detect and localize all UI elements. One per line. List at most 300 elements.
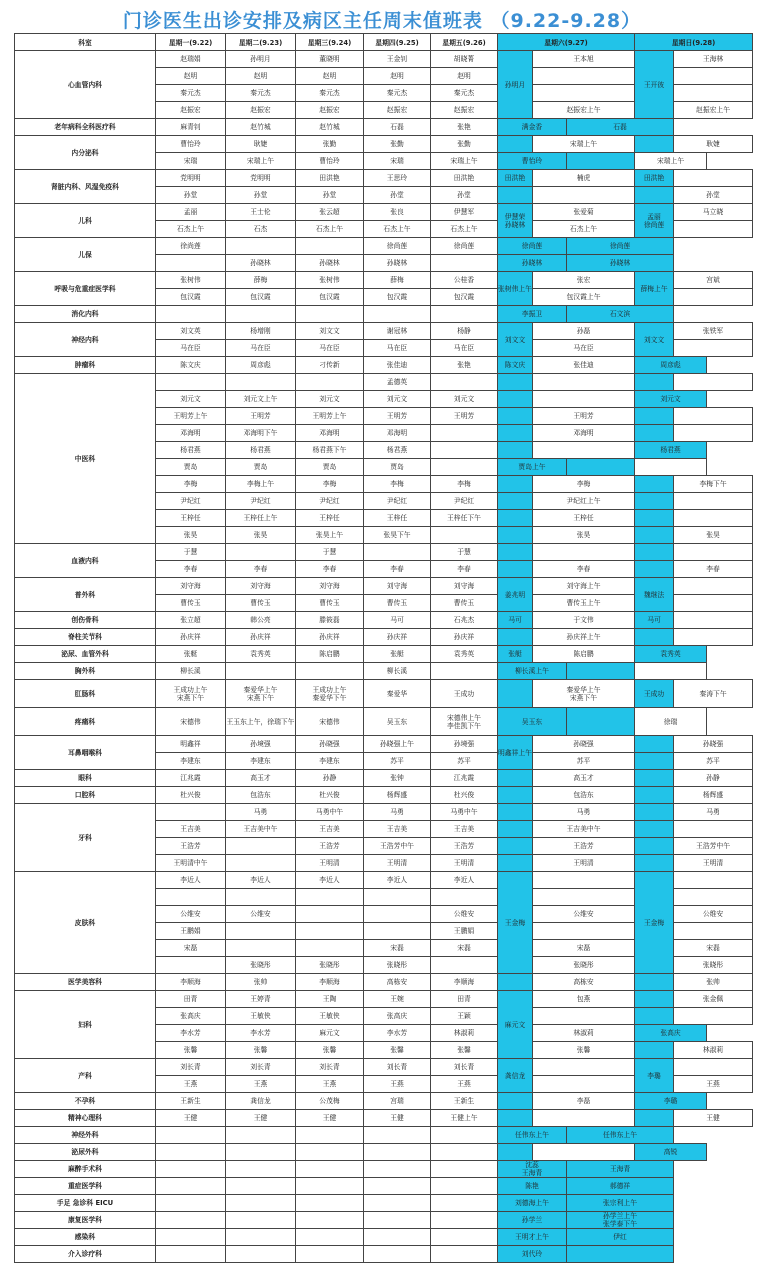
schedule-cell: 张勤 — [296, 136, 364, 153]
schedule-cell: 石杰上午 — [364, 221, 431, 238]
schedule-cell: 孙堂 — [364, 187, 431, 204]
schedule-cell: 王本旭 — [533, 51, 635, 68]
schedule-cell: 王明芳上午 — [156, 408, 226, 425]
schedule-cell — [156, 1195, 226, 1212]
schedule-cell: 孙堂 — [431, 187, 498, 204]
schedule-table — [14, 33, 753, 1263]
schedule-cell: 孙境强 — [226, 736, 296, 753]
schedule-cell: 李璐 — [635, 1093, 707, 1110]
schedule-cell: 杨辉盛 — [674, 787, 753, 804]
schedule-cell: 张勤 — [364, 136, 431, 153]
schedule-cell — [567, 459, 635, 476]
schedule-cell — [156, 306, 226, 323]
schedule-cell — [635, 187, 674, 204]
schedule-cell: 包汉霞 — [296, 289, 364, 306]
schedule-cell — [533, 1076, 635, 1093]
schedule-cell — [674, 510, 753, 527]
schedule-cell: 党明明 — [226, 170, 296, 187]
schedule-cell: 包浩东 — [226, 787, 296, 804]
schedule-cell: 王浩芳中午 — [364, 838, 431, 855]
schedule-cell: 张晓彤 — [364, 957, 431, 974]
schedule-cell: 贾岛 — [364, 459, 431, 476]
schedule-cell — [533, 391, 635, 408]
schedule-cell — [226, 1127, 296, 1144]
schedule-cell — [498, 629, 533, 646]
table-row — [15, 1212, 753, 1229]
schedule-cell: 王梓任上午 — [226, 510, 296, 527]
schedule-cell: 公维安 — [156, 906, 226, 923]
schedule-cell — [498, 510, 533, 527]
schedule-cell: 杜兴俊 — [296, 787, 364, 804]
schedule-cell: 谢冠林 — [364, 323, 431, 340]
dept-name: 肛肠科 — [15, 680, 156, 708]
schedule-cell: 高栋安 — [533, 974, 635, 991]
schedule-cell: 李璐 — [635, 1059, 674, 1093]
schedule-cell — [533, 1144, 635, 1161]
dept-name: 中医科 — [15, 374, 156, 544]
schedule-cell: 石杰 — [226, 221, 296, 238]
table-row — [15, 357, 753, 374]
schedule-cell: 尹纪红 — [364, 493, 431, 510]
table-row — [15, 991, 753, 1008]
schedule-cell — [674, 493, 753, 510]
schedule-cell — [226, 306, 296, 323]
schedule-cell: 刘守海 — [296, 578, 364, 595]
header-mon: 星期一(9.22) — [156, 34, 226, 51]
schedule-cell — [567, 708, 635, 736]
schedule-cell: 曹传玉上午 — [533, 595, 635, 612]
schedule-cell: 孙庆祥 — [156, 629, 226, 646]
schedule-cell — [226, 923, 296, 940]
schedule-cell — [674, 340, 753, 357]
dept-name: 肿瘤科 — [15, 357, 156, 374]
schedule-cell: 王明才上午 — [498, 1229, 567, 1246]
dept-name: 儿科 — [15, 204, 156, 238]
schedule-cell: 张良 — [364, 204, 431, 221]
schedule-cell: 李梅 — [431, 476, 498, 493]
schedule-cell: 尹纪红 — [431, 493, 498, 510]
schedule-cell: 李顺海 — [156, 974, 226, 991]
schedule-cell: 公桂香 — [431, 272, 498, 289]
schedule-cell — [674, 289, 753, 306]
schedule-cell: 王燕 — [296, 1076, 364, 1093]
table-row — [15, 974, 753, 991]
schedule-cell: 王明芳 — [364, 408, 431, 425]
schedule-cell: 王梓任 — [533, 510, 635, 527]
schedule-cell: 王吉美 — [431, 821, 498, 838]
schedule-cell: 曹传玉 — [226, 595, 296, 612]
dept-name: 牙科 — [15, 804, 156, 872]
schedule-cell: 苏平 — [431, 753, 498, 770]
schedule-cell: 宋磊 — [533, 940, 635, 957]
schedule-cell: 李顺海 — [431, 974, 498, 991]
schedule-cell: 赵振宏上午 — [674, 102, 753, 119]
schedule-cell: 张馨 — [431, 1042, 498, 1059]
schedule-cell — [431, 425, 498, 442]
table-row — [15, 770, 753, 787]
schedule-cell — [498, 770, 533, 787]
schedule-cell: 徐尚莲 — [156, 238, 226, 255]
dept-name: 儿保 — [15, 238, 156, 272]
dept-name: 普外科 — [15, 578, 156, 612]
table-row — [15, 708, 753, 736]
schedule-cell: 王明清 — [431, 855, 498, 872]
schedule-cell: 赵瑞娟 — [156, 51, 226, 68]
table-row — [15, 374, 753, 391]
schedule-cell: 林淑莉 — [533, 1025, 635, 1042]
dept-name: 疼痛科 — [15, 708, 156, 736]
schedule-cell: 曹传玉 — [364, 595, 431, 612]
schedule-cell — [156, 374, 226, 391]
schedule-cell — [674, 578, 753, 595]
schedule-cell: 王明清 — [674, 855, 753, 872]
schedule-cell: 公茂梅 — [296, 1093, 364, 1110]
table-row — [15, 119, 753, 136]
schedule-cell: 马勇 — [533, 804, 635, 821]
schedule-cell: 王陶 — [296, 991, 364, 1008]
schedule-cell: 田青 — [431, 991, 498, 1008]
schedule-cell: 龚信龙 — [226, 1093, 296, 1110]
schedule-cell: 曹怡玲 — [156, 136, 226, 153]
schedule-cell: 石兆杰 — [431, 612, 498, 629]
schedule-cell — [431, 374, 498, 391]
schedule-cell — [226, 1229, 296, 1246]
schedule-cell: 张艇 — [156, 646, 226, 663]
schedule-cell: 赵振宏 — [156, 102, 226, 119]
schedule-cell: 江兆霞 — [431, 770, 498, 787]
schedule-cell: 王成功 — [635, 680, 674, 708]
schedule-cell: 胡晓菁 — [431, 51, 498, 68]
schedule-cell: 伊慧荣 孙晓林 — [498, 204, 533, 238]
schedule-cell — [533, 923, 635, 940]
schedule-cell: 王燕 — [364, 1076, 431, 1093]
schedule-cell — [226, 663, 296, 680]
schedule-cell: 孙晓林 — [498, 255, 567, 272]
schedule-cell — [296, 1195, 364, 1212]
schedule-cell: 王金梅 — [635, 872, 674, 974]
schedule-cell — [635, 527, 674, 544]
schedule-cell: 苏平 — [364, 753, 431, 770]
schedule-cell: 孙晓强 — [296, 736, 364, 753]
schedule-cell: 石杰上午 — [296, 221, 364, 238]
schedule-cell: 张帅 — [226, 974, 296, 991]
schedule-cell: 贾岛 — [156, 459, 226, 476]
schedule-cell: 宋瑞 — [156, 153, 226, 170]
schedule-cell: 赵明 — [431, 68, 498, 85]
schedule-cell: 张帅 — [674, 974, 753, 991]
schedule-cell: 高栋安 — [364, 974, 431, 991]
schedule-cell: 马在臣 — [226, 340, 296, 357]
schedule-cell: 陈启鹏 — [296, 646, 364, 663]
schedule-cell — [431, 1212, 498, 1229]
schedule-cell: 石文滨 — [567, 306, 674, 323]
schedule-cell — [156, 1127, 226, 1144]
schedule-cell — [431, 1229, 498, 1246]
schedule-cell: 杨君燕 — [364, 442, 431, 459]
schedule-cell: 耿婕 — [226, 136, 296, 153]
schedule-cell — [674, 221, 753, 238]
schedule-cell: 王明芳 — [431, 408, 498, 425]
dept-name: 脊柱关节科 — [15, 629, 156, 646]
schedule-cell — [533, 374, 635, 391]
schedule-cell: 曹怡玲 — [498, 153, 567, 170]
schedule-cell: 曹传玉 — [431, 595, 498, 612]
schedule-cell — [364, 923, 431, 940]
schedule-cell: 赵振宏 — [226, 102, 296, 119]
schedule-cell: 吴玉东 — [498, 708, 567, 736]
schedule-cell: 包汉霞 — [364, 289, 431, 306]
schedule-cell — [635, 459, 707, 476]
schedule-cell: 宋瑞上午 — [533, 136, 635, 153]
schedule-cell — [498, 821, 533, 838]
schedule-cell: 徐尚莲 — [567, 238, 674, 255]
schedule-cell: 秦元杰 — [296, 85, 364, 102]
schedule-cell: 马在臣 — [156, 340, 226, 357]
schedule-cell: 宋瑞上午 — [226, 153, 296, 170]
table-row — [15, 1246, 753, 1263]
table-row — [15, 204, 753, 221]
table-row — [15, 663, 753, 680]
dept-name: 泌尿外科 — [15, 1144, 156, 1161]
schedule-cell — [533, 442, 635, 459]
schedule-cell — [364, 1178, 431, 1195]
schedule-cell: 孙晓强 — [533, 736, 635, 753]
dept-name: 神经内科 — [15, 323, 156, 357]
schedule-cell: 孙庆祥上午 — [533, 629, 635, 646]
schedule-cell: 石磊 — [567, 119, 674, 136]
schedule-cell — [226, 374, 296, 391]
schedule-cell: 刘守海上午 — [533, 578, 635, 595]
schedule-cell — [498, 136, 533, 153]
schedule-cell — [674, 374, 753, 391]
schedule-cell: 李春 — [156, 561, 226, 578]
schedule-cell: 王健 — [674, 1110, 753, 1127]
schedule-cell — [156, 1246, 226, 1263]
schedule-cell — [431, 1178, 498, 1195]
schedule-cell — [498, 804, 533, 821]
schedule-cell: 张昊 — [226, 527, 296, 544]
dept-name: 神经外科 — [15, 1127, 156, 1144]
schedule-cell — [674, 544, 753, 561]
schedule-cell — [498, 527, 533, 544]
schedule-cell: 尹纪红 — [296, 493, 364, 510]
dept-name: 眼科 — [15, 770, 156, 787]
schedule-cell: 张树伟 — [296, 272, 364, 289]
schedule-cell — [533, 1110, 635, 1127]
table-row — [15, 51, 753, 68]
schedule-cell: 赵明 — [364, 68, 431, 85]
schedule-cell: 杨增刚 — [226, 323, 296, 340]
schedule-cell: 孙庆祥 — [296, 629, 364, 646]
schedule-cell: 龚信龙 — [498, 1059, 533, 1093]
schedule-cell: 王海青 — [567, 1161, 674, 1178]
schedule-cell: 包汉霞 — [156, 289, 226, 306]
schedule-cell: 李建东 — [156, 753, 226, 770]
schedule-cell: 秦元杰 — [156, 85, 226, 102]
schedule-cell — [156, 1229, 226, 1246]
schedule-cell — [431, 663, 498, 680]
schedule-cell — [431, 255, 498, 272]
schedule-cell: 李近人 — [226, 872, 296, 889]
header-sun: 星期日(9.28) — [635, 34, 753, 51]
schedule-cell: 张昊 — [674, 527, 753, 544]
schedule-cell: 周彦彪 — [635, 357, 707, 374]
schedule-cell: 尹纪红 — [156, 493, 226, 510]
schedule-cell: 马勇中午 — [296, 804, 364, 821]
schedule-cell: 刘长青 — [156, 1059, 226, 1076]
schedule-cell: 杨君燕 — [635, 442, 707, 459]
schedule-cell: 刘守海 — [364, 578, 431, 595]
schedule-cell: 王成功 — [431, 680, 498, 708]
schedule-cell: 任伟东上午 — [498, 1127, 567, 1144]
dept-name: 重症医学科 — [15, 1178, 156, 1195]
schedule-cell — [364, 1212, 431, 1229]
schedule-cell: 麻元文 — [296, 1025, 364, 1042]
schedule-cell: 孙堂 — [296, 187, 364, 204]
header-wed: 星期三(9.24) — [296, 34, 364, 51]
schedule-cell: 于慧 — [296, 544, 364, 561]
schedule-cell: 王思玲 — [364, 170, 431, 187]
schedule-cell — [431, 306, 498, 323]
schedule-cell — [498, 425, 533, 442]
schedule-cell: 苏平 — [674, 753, 753, 770]
schedule-cell — [498, 680, 533, 708]
schedule-cell — [635, 544, 674, 561]
schedule-cell: 曹传玉 — [296, 595, 364, 612]
schedule-cell: 石杰上午 — [431, 221, 498, 238]
schedule-cell — [498, 391, 533, 408]
dept-name: 耳鼻咽喉科 — [15, 736, 156, 770]
dept-name: 介入诊疗科 — [15, 1246, 156, 1263]
schedule-cell: 秦爱华上午 宋燕下午 — [226, 680, 296, 708]
schedule-cell — [567, 1246, 674, 1263]
schedule-cell: 耿婕 — [674, 136, 753, 153]
schedule-cell — [635, 787, 674, 804]
schedule-cell: 王敏侠 — [296, 1008, 364, 1025]
schedule-cell: 刘长青 — [296, 1059, 364, 1076]
schedule-cell — [226, 1161, 296, 1178]
schedule-cell: 刘德海上午 — [498, 1195, 567, 1212]
dept-name: 老年病科全科医疗科 — [15, 119, 156, 136]
schedule-cell — [226, 1178, 296, 1195]
schedule-cell — [156, 889, 226, 906]
schedule-cell: 柳长溪 — [156, 663, 226, 680]
schedule-cell: 薛梅 — [226, 272, 296, 289]
schedule-cell — [156, 1144, 226, 1161]
schedule-cell — [226, 544, 296, 561]
schedule-cell: 秦爱华 — [364, 680, 431, 708]
table-row — [15, 1161, 753, 1178]
table-row — [15, 1144, 753, 1161]
schedule-cell: 伊红 — [567, 1229, 674, 1246]
schedule-cell: 张树伟上午 — [498, 272, 533, 306]
schedule-cell: 张宏 — [533, 272, 635, 289]
schedule-cell: 李顺海 — [296, 974, 364, 991]
schedule-cell: 柳长溪 — [364, 663, 431, 680]
schedule-cell: 伊慧军 — [431, 204, 498, 221]
schedule-cell: 刘长青 — [431, 1059, 498, 1076]
schedule-cell: 王梓任 — [156, 510, 226, 527]
schedule-cell — [156, 1178, 226, 1195]
table-row — [15, 787, 753, 804]
schedule-cell — [431, 1246, 498, 1263]
schedule-cell: 赵竹城 — [296, 119, 364, 136]
schedule-cell: 于文伟 — [533, 612, 635, 629]
schedule-cell: 陈文庆 — [498, 357, 533, 374]
schedule-cell — [674, 595, 753, 612]
schedule-cell: 张馨 — [226, 1042, 296, 1059]
schedule-cell: 王燕 — [674, 1076, 753, 1093]
schedule-cell: 王金梅 — [498, 872, 533, 974]
schedule-cell: 孙晓林 — [364, 255, 431, 272]
schedule-cell — [296, 1127, 364, 1144]
schedule-cell — [635, 663, 707, 680]
schedule-cell: 张高庆 — [364, 1008, 431, 1025]
schedule-cell: 王燕 — [431, 1076, 498, 1093]
schedule-cell: 王婉 — [364, 991, 431, 1008]
schedule-cell — [296, 1229, 364, 1246]
schedule-cell: 孙学兰上午 张学泰下午 — [567, 1212, 674, 1229]
schedule-cell: 李建东 — [296, 753, 364, 770]
schedule-cell: 李春 — [431, 561, 498, 578]
schedule-cell: 宫斌 — [674, 272, 753, 289]
schedule-cell: 杨君燕 — [156, 442, 226, 459]
schedule-cell — [226, 855, 296, 872]
schedule-cell: 孙学兰 — [498, 1212, 567, 1229]
schedule-cell — [431, 1144, 498, 1161]
schedule-cell — [674, 872, 753, 889]
schedule-cell: 徐尚莲 — [364, 238, 431, 255]
schedule-cell: 张树伟 — [156, 272, 226, 289]
schedule-cell — [364, 1127, 431, 1144]
table-row — [15, 1093, 753, 1110]
schedule-cell: 郝德祥 — [567, 1178, 674, 1195]
schedule-cell: 李近人 — [431, 872, 498, 889]
schedule-cell: 田洪艳 — [431, 170, 498, 187]
schedule-cell: 孙庆祥 — [226, 629, 296, 646]
schedule-cell — [635, 136, 674, 153]
table-row — [15, 612, 753, 629]
schedule-cell — [674, 408, 753, 425]
schedule-cell: 王鹏娟 — [156, 923, 226, 940]
schedule-cell — [226, 1212, 296, 1229]
schedule-cell: 王梓任下午 — [431, 510, 498, 527]
schedule-cell: 马在臣 — [533, 340, 635, 357]
schedule-cell: 李梅 — [364, 476, 431, 493]
schedule-cell — [364, 306, 431, 323]
schedule-cell: 田青 — [156, 991, 226, 1008]
schedule-cell — [296, 1212, 364, 1229]
schedule-cell — [498, 1110, 533, 1127]
schedule-cell — [296, 663, 364, 680]
schedule-cell: 孟丽 — [156, 204, 226, 221]
schedule-cell — [635, 736, 674, 753]
schedule-cell: 张立超 — [156, 612, 226, 629]
schedule-cell: 魏继法 — [635, 578, 674, 612]
schedule-cell: 王健 — [226, 1110, 296, 1127]
schedule-cell: 王玉东上午，徐瑞下午 — [226, 708, 296, 736]
schedule-cell: 韩公亮 — [226, 612, 296, 629]
table-row — [15, 272, 753, 289]
dept-name: 胸外科 — [15, 663, 156, 680]
schedule-cell: 李春 — [533, 561, 635, 578]
header-thu: 星期四(9.25) — [364, 34, 431, 51]
schedule-cell: 王吉美中午 — [226, 821, 296, 838]
schedule-cell: 王明芳 — [533, 408, 635, 425]
schedule-cell — [498, 855, 533, 872]
schedule-cell: 邓海明 — [364, 425, 431, 442]
schedule-cell: 徐尚莲 — [431, 238, 498, 255]
